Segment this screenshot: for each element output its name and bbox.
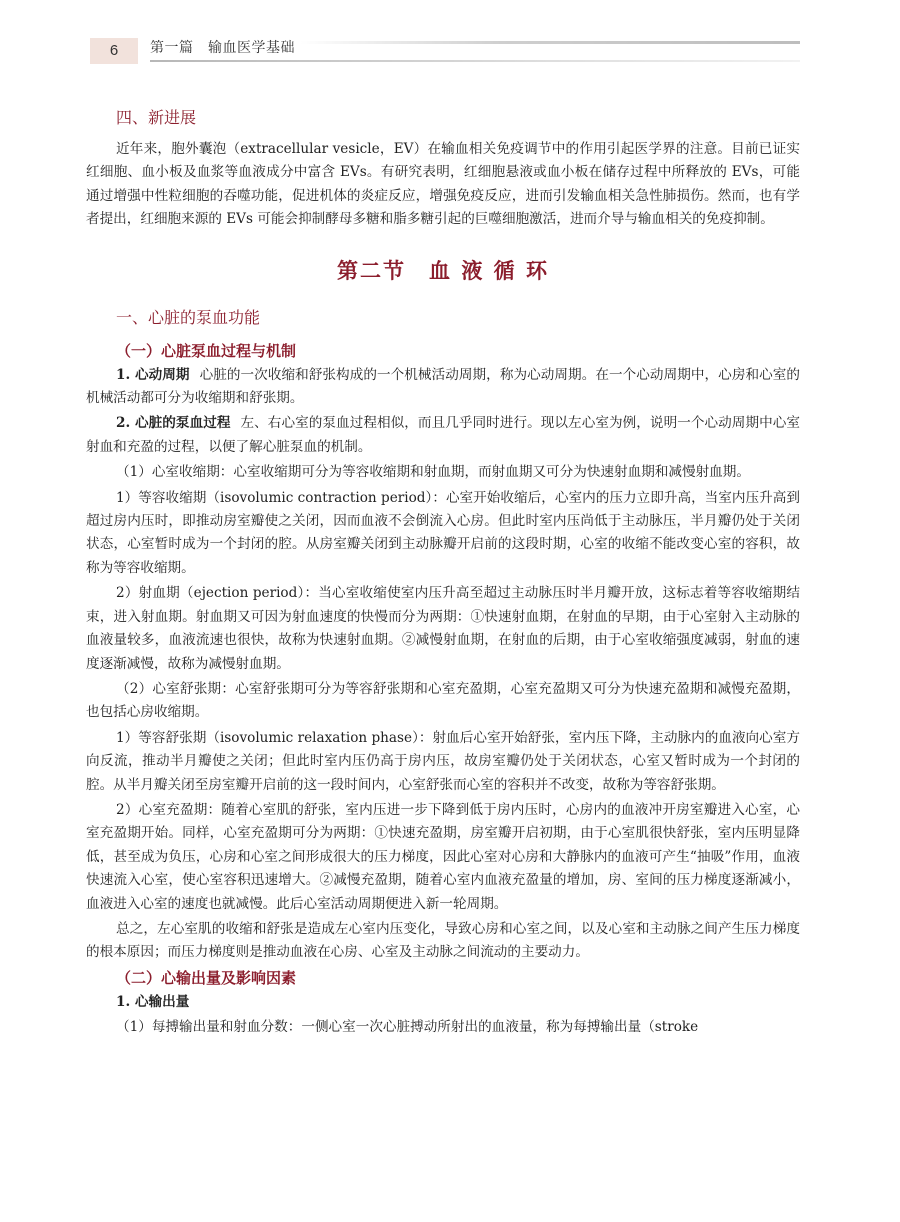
- section-heading-pump-function: 一、心脏的泵血功能: [116, 307, 261, 327]
- text-cardiac-cycle: 心脏的一次收缩和舒张构成的一个机械活动周期，称为心动周期。在一个心动周期中，心房和心室的机械活动都可分为收缩期和舒张期。: [86, 366, 800, 407]
- term-cardiac-cycle: 1. 心动周期: [116, 366, 190, 383]
- section-heading-new-progress: 四、新进展: [116, 108, 197, 127]
- paragraph-pump-process: [86, 412, 800, 459]
- header-rule: [150, 60, 800, 62]
- paragraph-diastole: （2）心室舒张期：心室舒张期可分为等容舒张期和心室充盈期，心室充盈期又可分为快速充盈期和减慢充盈期，也包括心房收缩期。: [86, 680, 800, 721]
- paragraph-new-progress: 近年来，胞外囊泡（extracellular vesicle，EV）在输血相关免疫调节中的作用引起医学界的注意。目前已证实红细胞、血小板及血浆等血液成分中富含 EVs。有研究表明，红细胞悬液或血小板在储存过程中所释放的 EVs，可能通过增强中性粒细胞的吞噬功能，促进机体的炎症反应，增强免疫反应，进而引发输血相关急性肺损伤。然而，也有学者提出，红细胞来源的 EVs 可能会抑制酵母多糖和脂多糖引起的巨噬细胞激活，进而介导与输血相关的免疫抑制。: [86, 141, 800, 228]
- running-title: 第一篇 输血医学基础: [150, 40, 295, 56]
- paragraph-filling: 2）心室充盈期：随着心室肌的舒张，室内压进一步下降到低于房内压时，心房内的血液冲开房室瓣进入心室，心室充盈期开始。同样，心室充盈期可分为两期：①快速充盈期，房室瓣开启初期，由于心室肌很快舒张，室内压明显降低，甚至成为负压，心房和心室之间形成很大的压力梯度，因此心室对心房和大静脉内的血液可产生“抽吸”作用，血液快速流入心室，使心室容积迅速增大。②减慢充盈期，随着心室内血液充盈量的增加，房、室间的压力梯度逐渐减小，血液进入心室的速度也就减慢。此后心室活动周期便进入新一轮周期。: [86, 801, 800, 912]
- paragraph-systole: （1）心室收缩期：心室收缩期可分为等容收缩期和射血期，而射血期又可分为快速射血期和减慢射血期。: [116, 464, 750, 481]
- paragraph-stroke-volume: （1）每搏输出量和射血分数：一侧心室一次心脏搏动所射出的血液量，称为每搏输出量（stroke: [116, 1019, 699, 1036]
- term-cardiac-output: 1. 心输出量: [116, 993, 190, 1010]
- paragraph-isovolumic-contraction: 1）等容收缩期（isovolumic contraction period）：心室开始收缩后，心室内的压力立即升高，当室内压升高到超过房内压时，即推动房室瓣使之关闭，因而血液不会倒流入心房。但此时室内压尚低于主动脉压，半月瓣仍处于关闭状态，心室暂时成为一个封闭的腔。从房室瓣关闭到主动脉瓣开启前的这段时期，心室的收缩不能改变心室的容积，故称为等容收缩期。: [86, 489, 800, 576]
- page-body: [86, 104, 800, 1040]
- paragraph-summary: 总之，左心室肌的收缩和舒张是造成左心室内压变化，导致心房和心室之间，以及心室和主动脉之间产生压力梯度的根本原因；而压力梯度则是推动血液在心房、心室及主动脉之间流动的主要动力。: [86, 920, 800, 961]
- subheading-pump-process: （一）心脏泵血过程与机制: [116, 341, 297, 360]
- paragraph-isovolumic-relaxation: 1）等容舒张期（isovolumic relaxation phase）：射血后心室开始舒张，室内压下降，主动脉内的血液向心室方向反流，推动半月瓣使之关闭；但此时室内压仍高于房内压，故房室瓣仍处于关闭状态，心室又暂时成为一个封闭的腔。从半月瓣关闭至房室瓣开启前的这一段时间内，心室舒张而心室的容积并不改变，故称为等容舒张期。: [86, 729, 800, 793]
- text-pump-process: 左、右心室的泵血过程相似，而且几乎同时进行。现以左心室为例，说明一个心动周期中心室射血和充盈的过程，以便了解心脏泵血的机制。: [86, 415, 800, 455]
- chapter-title: 第二节 血 液 循 环: [337, 258, 549, 283]
- paragraph-cardiac-output-term: [86, 991, 800, 1014]
- page-number: 6: [90, 38, 138, 64]
- subheading-cardiac-output: （二）心输出量及影响因素: [116, 968, 297, 987]
- paragraph-cardiac-cycle: [86, 364, 800, 411]
- term-pump-process: 2. 心脏的泵血过程: [116, 415, 231, 432]
- page-header: [0, 0, 900, 70]
- paragraph-ejection: 2）射血期（ejection period）：当心室收缩使室内压升高至超过主动脉压时半月瓣开放，这标志着等容收缩期结束，进入射血期。射血期又可因为射血速度的快慢而分为两期：①快速射血期，在射血的早期，由于心室射入主动脉的血液量较多，血液流速也很快，故称为快速射血期。②减慢射血期，在射血的后期，由于心室收缩强度减弱，射血的速度逐渐减慢，故称为减慢射血期。: [86, 585, 800, 672]
- header-rule-top: [300, 41, 800, 44]
